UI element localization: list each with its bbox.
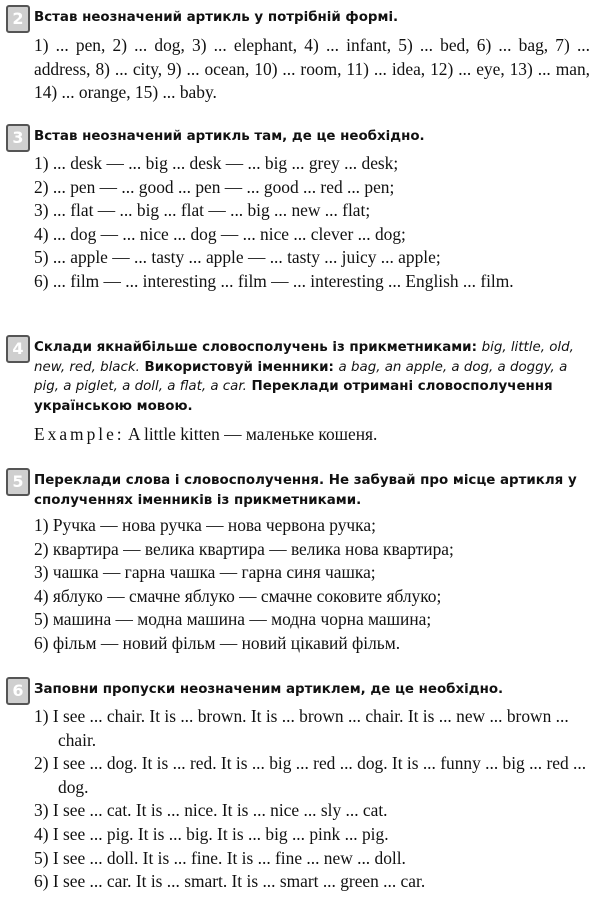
list-item: 1) ... desk — ... big ... desk — ... big ... grey ... desk; [34, 153, 399, 173]
exercise-instruction: Переклади слова і словосполучення. Не забувай про місце артикля у сполученнях іменників із прикметниками. [34, 473, 577, 508]
list-item: 1) Ручка — нова ручка — нова червона ручка; [34, 515, 376, 535]
exercise-number-badge: 6 [6, 677, 30, 705]
exercise-items [34, 152, 590, 294]
exercise-number-badge: 2 [6, 5, 30, 33]
list-item: 2) I see ... dog. It is ... red. It is ... big ... red ... dog. It is ... funny ... big ... red ... dog. [34, 753, 587, 797]
list-item: 1) I see ... chair. It is ... brown. It is ... brown ... chair. It is ... new ... brown ... chair. [34, 706, 569, 750]
list-item: 2) квартира — велика квартира — велика нова квартира; [34, 538, 454, 559]
example-text: A little kitten — маленьке кошеня. [128, 424, 378, 444]
exercise-number-badge: 4 [6, 335, 30, 363]
exercise-text: 1) ... pen, 2) ... dog, 3) ... elephant, 4) ... infant, 5) ... bed, 6) ... bag, 7) ... address, 8) ... city, 9) ... ocean, 10) ... room, 11) ... idea, 12) ... eye, 13) ... man, 14) ... orange, 15) ... baby. [34, 35, 590, 103]
exercise-instruction: Встав неозначений артикль у потрібній формі. [34, 10, 399, 25]
list-item: 2) ... pen — ... good ... pen — ... good ... red ... pen; [34, 176, 395, 197]
list-item: 4) яблуко — смачне яблуко — смачне соковите яблуко; [34, 585, 442, 606]
adjectives-list: big, little, old, new, red, black. [34, 340, 574, 375]
list-item: 6) I see ... car. It is ... smart. It is ... smart ... green ... car. [34, 871, 426, 892]
exercise-instruction: Склади якнайбільше словосполучень із прикметниками: big, little, old, new, red, black. Використовуй іменники: a bag, an apple, a dog, a doggy, a pig, a piglet, a doll, a flat, a car. Переклади отримані словосполучення українською мовою. [34, 340, 574, 414]
exercise-instruction: Заповни пропуски неозначеним артиклем, де це необхідно. [34, 682, 504, 697]
list-item: 5) I see ... doll. It is ... fine. It is ... fine ... new ... doll. [34, 847, 406, 868]
example-label: Example: [34, 424, 125, 444]
exercise-number-badge: 3 [6, 124, 30, 152]
exercise-items [34, 514, 590, 656]
list-item: 3) I see ... cat. It is ... nice. It is ... nice ... sly ... cat. [34, 800, 388, 821]
nouns-list: a bag, an apple, a dog, a doggy, a pig, a piglet, a doll, a flat, a car. [34, 359, 568, 395]
example-line [34, 423, 590, 447]
list-item: 6) фільм — новий фільм — новий цікавий фільм. [34, 632, 401, 653]
list-item: 5) ... apple — ... tasty ... apple — ... tasty ... juicy ... apple; [34, 247, 441, 268]
list-item: 4) I see ... pig. It is ... big. It is ... big ... pink ... pig. [34, 823, 389, 844]
list-item: 6) ... film — ... interesting ... film — ... interesting ... English ... film. [34, 270, 514, 291]
exercise-number-badge: 5 [6, 468, 30, 496]
exercise-items [34, 705, 590, 894]
list-item: 4) ... dog — ... nice ... dog — ... nice ... clever ... dog; [34, 223, 406, 244]
list-item: 3) чашка — гарна чашка — гарна синя чашка; [34, 562, 376, 583]
exercise-instruction: Встав неозначений артикль там, де це необхідно. [34, 129, 425, 144]
list-item: 5) машина — модна машина — модна чорна машина; [34, 609, 432, 630]
list-item: 3) ... flat — ... big ... flat — ... big ... new ... flat; [34, 200, 371, 221]
